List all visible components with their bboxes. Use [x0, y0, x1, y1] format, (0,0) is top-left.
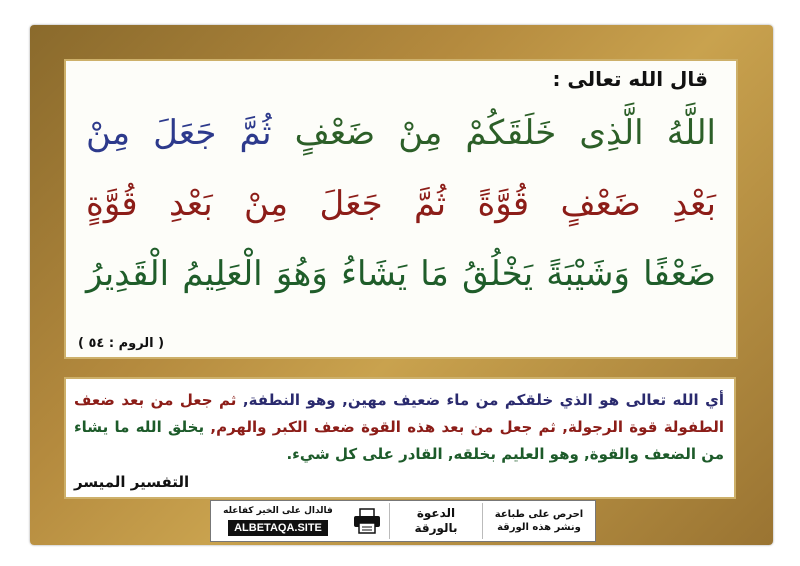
verse-intro: قال الله تعالى : — [552, 67, 708, 91]
tafsir-part-2: ثم جعل من بعد ضعف الطفولة قوة الرجولة, — [74, 391, 725, 436]
verse-line-2: بَعْدِ ضَعْفٍ قُوَّةً ثُمَّ جَعَلَ مِنْ بَعْدِ قُوَّةٍ — [86, 184, 716, 224]
verse-line-1-part-2: ثُمَّ جَعَلَ مِنْ — [86, 113, 272, 153]
logo-line-2: بالورقة — [414, 521, 458, 535]
tafsir-part-1: أي الله تعالى هو الذي خلقكم من ماء ضعيف مهين, وهو النطفة, — [242, 391, 724, 409]
print-note-line-1: احرص على طباعة — [494, 509, 584, 520]
verse-line-1-part-1: اللَّهُ الَّذِى خَلَقَكُمْ مِنْ ضَعْفٍ — [294, 113, 716, 153]
site-link[interactable]: ALBETAQA.SITE — [228, 520, 328, 536]
verse-line-1 — [86, 113, 716, 153]
tafsir-part-4: يخلق الله ما يشاء من الضعف والقوة, وهو العليم بخلقه, القادر على كل شيء. — [74, 418, 724, 463]
printer-icon — [345, 508, 389, 534]
verse-panel — [64, 59, 738, 359]
tafsir-panel — [64, 377, 736, 499]
tafsir-text — [74, 387, 724, 468]
tafsir-part-3: ثم جعل من بعد هذه القوة ضعف الكبر والهرم, — [210, 418, 556, 436]
logo-line-1: الدعوة — [416, 506, 456, 520]
footer-banner — [210, 500, 596, 542]
site-block — [211, 506, 345, 536]
verse-line-3: ضَعْفًا وَشَيْبَةً يَخْلُقُ مَا يَشَاءُ وَهُوَ الْعَلِيمُ الْقَدِيرُ — [86, 254, 716, 294]
dawah-logo — [389, 503, 483, 539]
print-note-line-2: ونشر هذه الورقة — [497, 522, 581, 533]
print-note — [483, 508, 595, 534]
verse-reference: ( الروم : ٥٤ ) — [78, 336, 165, 351]
site-tagline: فالدال على الخير كفاعله — [223, 506, 333, 516]
tafsir-source: التفسير الميسر — [74, 473, 190, 491]
